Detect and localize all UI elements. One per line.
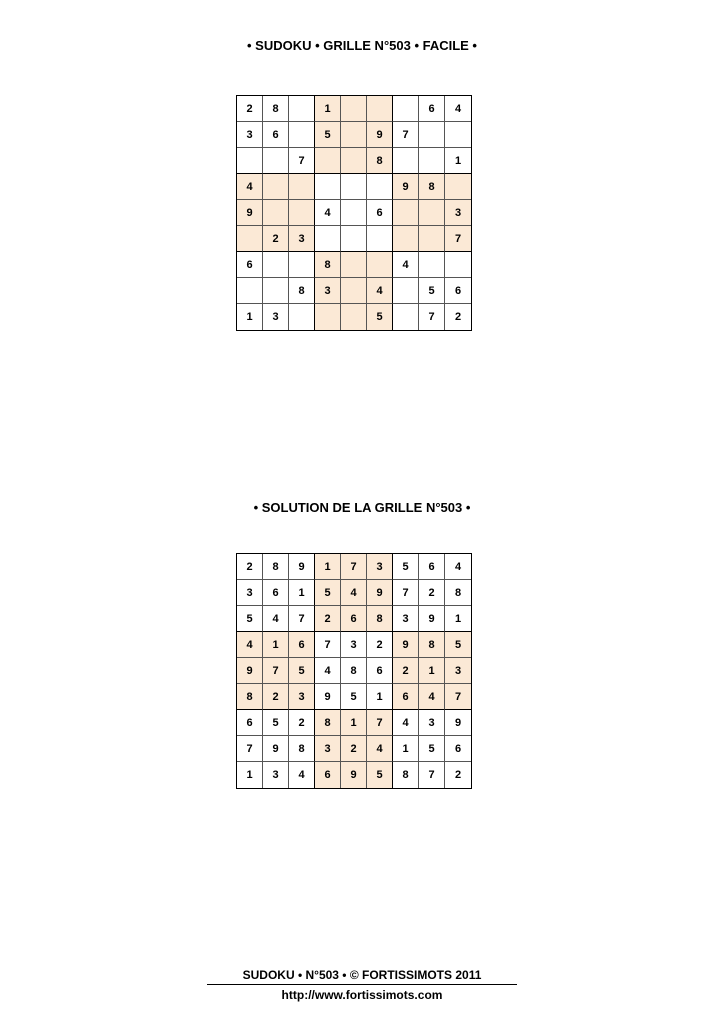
sudoku-cell: 7 <box>393 580 419 606</box>
sudoku-cell: 9 <box>289 554 315 580</box>
sudoku-cell <box>263 174 289 200</box>
sudoku-cell: 7 <box>341 554 367 580</box>
sudoku-cell: 1 <box>289 580 315 606</box>
sudoku-cell <box>237 226 263 252</box>
sudoku-cell: 7 <box>263 658 289 684</box>
sudoku-cell: 3 <box>393 606 419 632</box>
sudoku-cell: 1 <box>315 96 341 122</box>
sudoku-cell: 3 <box>445 200 471 226</box>
sudoku-cell: 3 <box>237 580 263 606</box>
sudoku-cell: 4 <box>367 278 393 304</box>
sudoku-cell: 9 <box>445 710 471 736</box>
sudoku-cell: 3 <box>237 122 263 148</box>
sudoku-cell: 5 <box>419 278 445 304</box>
sudoku-cell <box>237 148 263 174</box>
sudoku-cell: 9 <box>393 174 419 200</box>
puzzle-grid <box>236 95 472 331</box>
sudoku-cell: 2 <box>263 684 289 710</box>
sudoku-cell: 9 <box>263 736 289 762</box>
sudoku-cell: 5 <box>237 606 263 632</box>
sudoku-cell <box>341 174 367 200</box>
sudoku-cell: 4 <box>263 606 289 632</box>
sudoku-cell: 8 <box>367 606 393 632</box>
sudoku-cell <box>341 304 367 330</box>
sudoku-cell: 6 <box>419 96 445 122</box>
sudoku-cell: 1 <box>445 148 471 174</box>
sudoku-cell: 8 <box>341 658 367 684</box>
sudoku-cell: 6 <box>445 736 471 762</box>
sudoku-cell: 3 <box>315 278 341 304</box>
sudoku-cell: 6 <box>315 762 341 788</box>
sudoku-cell: 4 <box>341 580 367 606</box>
puzzle-title: • SUDOKU • GRILLE N°503 • FACILE • <box>247 38 477 53</box>
sudoku-cell: 3 <box>289 684 315 710</box>
sudoku-cell <box>445 174 471 200</box>
sudoku-cell: 7 <box>289 148 315 174</box>
footer-url[interactable]: http://www.fortissimots.com <box>281 988 443 1002</box>
sudoku-cell <box>419 226 445 252</box>
sudoku-cell: 6 <box>263 122 289 148</box>
sudoku-cell: 9 <box>367 580 393 606</box>
sudoku-cell <box>237 278 263 304</box>
sudoku-cell: 6 <box>367 200 393 226</box>
sudoku-cell: 4 <box>445 96 471 122</box>
sudoku-cell <box>393 304 419 330</box>
sudoku-cell: 2 <box>445 762 471 788</box>
sudoku-cell: 3 <box>445 658 471 684</box>
sudoku-cell: 4 <box>237 174 263 200</box>
sudoku-cell: 1 <box>237 304 263 330</box>
sudoku-cell: 7 <box>419 304 445 330</box>
sudoku-cell: 1 <box>419 658 445 684</box>
sudoku-cell <box>315 148 341 174</box>
sudoku-cell: 3 <box>367 554 393 580</box>
footer-divider <box>207 984 517 985</box>
sudoku-cell <box>393 200 419 226</box>
sudoku-cell: 8 <box>419 632 445 658</box>
sudoku-cell: 1 <box>445 606 471 632</box>
sudoku-cell <box>341 122 367 148</box>
sudoku-cell: 7 <box>289 606 315 632</box>
sudoku-cell: 2 <box>289 710 315 736</box>
sudoku-cell: 6 <box>289 632 315 658</box>
sudoku-cell <box>289 200 315 226</box>
sudoku-cell: 2 <box>315 606 341 632</box>
sudoku-cell: 7 <box>445 684 471 710</box>
sudoku-cell: 5 <box>393 554 419 580</box>
sudoku-cell: 9 <box>419 606 445 632</box>
sudoku-cell <box>419 200 445 226</box>
sudoku-cell: 5 <box>289 658 315 684</box>
sudoku-cell: 9 <box>315 684 341 710</box>
sudoku-cell: 4 <box>445 554 471 580</box>
sudoku-cell: 8 <box>419 174 445 200</box>
sudoku-cell: 1 <box>341 710 367 736</box>
sudoku-cell: 6 <box>237 710 263 736</box>
sudoku-cell <box>445 252 471 278</box>
sudoku-cell: 3 <box>289 226 315 252</box>
sudoku-cell: 7 <box>419 762 445 788</box>
sudoku-cell: 9 <box>393 632 419 658</box>
sudoku-cell: 5 <box>445 632 471 658</box>
sudoku-cell: 7 <box>315 632 341 658</box>
sudoku-cell: 7 <box>393 122 419 148</box>
sudoku-cell <box>263 278 289 304</box>
sudoku-cell: 9 <box>367 122 393 148</box>
sudoku-cell: 3 <box>419 710 445 736</box>
sudoku-cell: 4 <box>419 684 445 710</box>
sudoku-cell: 8 <box>315 710 341 736</box>
sudoku-cell: 6 <box>393 684 419 710</box>
sudoku-cell <box>315 304 341 330</box>
sudoku-cell <box>341 96 367 122</box>
sudoku-cell: 9 <box>237 200 263 226</box>
sudoku-cell <box>393 96 419 122</box>
sudoku-cell: 4 <box>237 632 263 658</box>
sudoku-cell: 2 <box>393 658 419 684</box>
sudoku-cell <box>289 96 315 122</box>
sudoku-cell: 4 <box>315 200 341 226</box>
sudoku-cell <box>393 226 419 252</box>
sudoku-cell: 2 <box>263 226 289 252</box>
sudoku-cell: 2 <box>237 96 263 122</box>
sudoku-cell <box>341 148 367 174</box>
sudoku-cell <box>263 252 289 278</box>
sudoku-cell: 1 <box>237 762 263 788</box>
sudoku-cell: 2 <box>237 554 263 580</box>
sudoku-cell <box>263 200 289 226</box>
sudoku-cell <box>289 122 315 148</box>
sudoku-cell <box>315 174 341 200</box>
sudoku-cell: 4 <box>315 658 341 684</box>
sudoku-cell <box>289 252 315 278</box>
sudoku-cell <box>341 200 367 226</box>
sudoku-cell <box>263 148 289 174</box>
sudoku-cell: 1 <box>263 632 289 658</box>
sudoku-cell: 5 <box>419 736 445 762</box>
sudoku-cell <box>367 96 393 122</box>
sudoku-cell: 6 <box>237 252 263 278</box>
sudoku-cell: 5 <box>315 122 341 148</box>
sudoku-cell: 6 <box>419 554 445 580</box>
sudoku-cell: 8 <box>237 684 263 710</box>
sudoku-cell: 4 <box>393 710 419 736</box>
sudoku-cell <box>341 252 367 278</box>
sudoku-cell: 8 <box>263 554 289 580</box>
sudoku-cell: 5 <box>367 762 393 788</box>
sudoku-cell: 2 <box>341 736 367 762</box>
sudoku-cell <box>289 304 315 330</box>
sudoku-cell <box>315 226 341 252</box>
sudoku-cell <box>341 278 367 304</box>
sudoku-cell <box>419 148 445 174</box>
sudoku-cell: 3 <box>315 736 341 762</box>
sudoku-cell: 8 <box>289 278 315 304</box>
sudoku-cell: 2 <box>419 580 445 606</box>
sudoku-cell: 7 <box>367 710 393 736</box>
sudoku-cell: 8 <box>289 736 315 762</box>
sudoku-cell: 1 <box>393 736 419 762</box>
sudoku-cell: 8 <box>315 252 341 278</box>
sudoku-cell: 6 <box>445 278 471 304</box>
sudoku-cell: 6 <box>367 658 393 684</box>
sudoku-cell <box>367 174 393 200</box>
sudoku-cell: 5 <box>341 684 367 710</box>
footer-credit: SUDOKU • N°503 • © FORTISSIMOTS 2011 <box>242 968 482 982</box>
sudoku-cell: 4 <box>367 736 393 762</box>
sudoku-cell: 7 <box>237 736 263 762</box>
sudoku-cell: 7 <box>445 226 471 252</box>
sudoku-cell <box>393 278 419 304</box>
sudoku-cell: 5 <box>315 580 341 606</box>
solution-title: • SOLUTION DE LA GRILLE N°503 • <box>253 500 471 515</box>
sudoku-cell <box>367 226 393 252</box>
sudoku-cell <box>289 174 315 200</box>
sudoku-cell <box>341 226 367 252</box>
sudoku-cell: 3 <box>341 632 367 658</box>
sudoku-cell: 3 <box>263 762 289 788</box>
sudoku-cell: 9 <box>341 762 367 788</box>
sudoku-cell: 5 <box>263 710 289 736</box>
sudoku-cell <box>419 122 445 148</box>
sudoku-cell: 8 <box>445 580 471 606</box>
sudoku-cell: 8 <box>367 148 393 174</box>
sudoku-cell: 3 <box>263 304 289 330</box>
sudoku-cell: 6 <box>263 580 289 606</box>
sudoku-cell <box>393 148 419 174</box>
sudoku-cell <box>445 122 471 148</box>
sudoku-cell: 6 <box>341 606 367 632</box>
sudoku-cell: 4 <box>289 762 315 788</box>
sudoku-cell: 8 <box>263 96 289 122</box>
sudoku-cell: 1 <box>367 684 393 710</box>
sudoku-cell <box>419 252 445 278</box>
sudoku-cell: 8 <box>393 762 419 788</box>
sudoku-cell: 9 <box>237 658 263 684</box>
sudoku-cell <box>367 252 393 278</box>
sudoku-cell: 4 <box>393 252 419 278</box>
sudoku-cell: 5 <box>367 304 393 330</box>
sudoku-cell: 1 <box>315 554 341 580</box>
solution-grid <box>236 553 472 789</box>
sudoku-cell: 2 <box>445 304 471 330</box>
sudoku-cell: 2 <box>367 632 393 658</box>
